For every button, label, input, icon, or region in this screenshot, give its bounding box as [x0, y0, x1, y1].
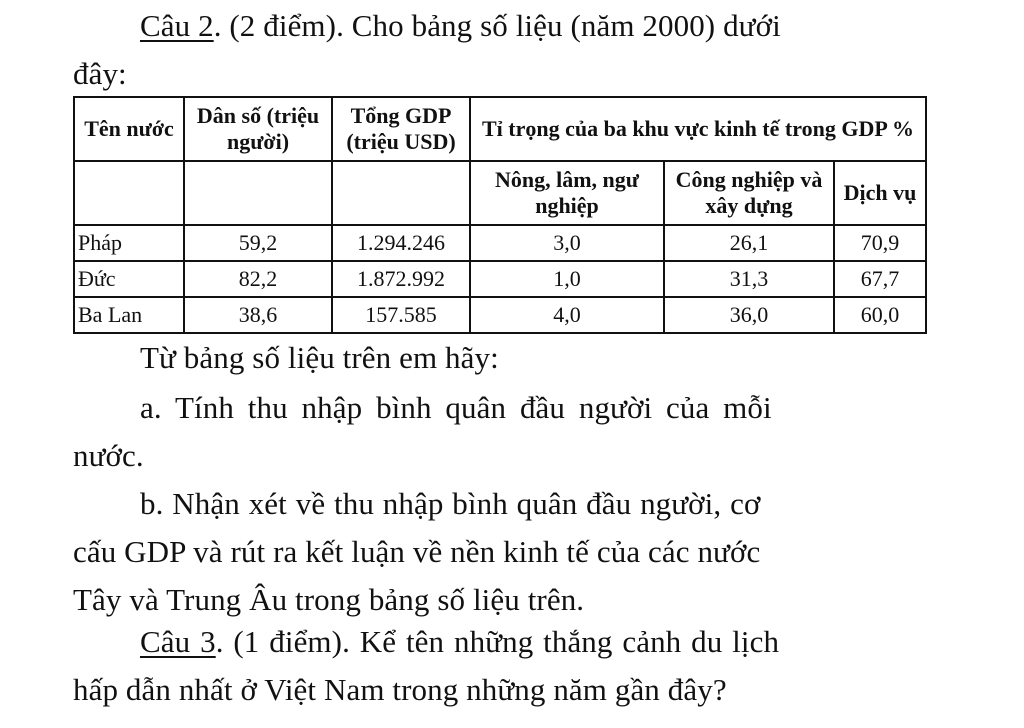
cell-service: 70,9: [834, 225, 926, 261]
header-empty-2: [184, 161, 332, 225]
cell-gdp: 1.872.992: [332, 261, 470, 297]
cell-population: 82,2: [184, 261, 332, 297]
cell-gdp: 1.294.246: [332, 225, 470, 261]
table-row: [74, 297, 926, 333]
cell-country: Ba Lan: [74, 297, 184, 333]
cell-country: Pháp: [74, 225, 184, 261]
part-b-line-3: Tây và Trung Âu trong bảng số liệu trên.: [73, 582, 585, 617]
header-country: Tên nước: [74, 97, 184, 161]
cell-agri: 1,0: [470, 261, 664, 297]
header-service: Dịch vụ: [834, 161, 926, 225]
part-b-line-2: cấu GDP và rút ra kết luận về nền kinh tế của các nước: [73, 534, 761, 569]
part-a-text: a. Tính thu nhập bình quân đầu người của mỗi: [140, 390, 772, 425]
header-industry: Công nghiệp và xây dựng: [664, 161, 834, 225]
cell-service: 67,7: [834, 261, 926, 297]
cell-industry: 26,1: [664, 225, 834, 261]
header-population: Dân số (triệu người): [184, 97, 332, 161]
cell-industry: 31,3: [664, 261, 834, 297]
question-2-intro: . (2 điểm). Cho bảng số liệu (năm 2000) dưới: [213, 8, 781, 43]
part-a-line-1: [140, 390, 948, 426]
table-header-row-2: [74, 161, 926, 225]
cell-agri: 3,0: [470, 225, 664, 261]
cell-service: 60,0: [834, 297, 926, 333]
table-header-row-1: [74, 97, 926, 161]
question-3-label: Câu 3: [140, 624, 216, 659]
instruction-text: Từ bảng số liệu trên em hãy:: [140, 340, 499, 375]
question-3-heading: [140, 624, 779, 660]
header-empty-3: [332, 161, 470, 225]
data-table: [73, 96, 927, 334]
cell-agri: 4,0: [470, 297, 664, 333]
question-2-intro-end: đây:: [73, 56, 127, 91]
header-share: Tỉ trọng của ba khu vực kinh tế trong GDP %: [470, 97, 926, 161]
cell-country: Đức: [74, 261, 184, 297]
question-2-label: Câu 2: [140, 8, 214, 43]
cell-gdp: 157.585: [332, 297, 470, 333]
cell-population: 38,6: [184, 297, 332, 333]
part-a-line-2: nước.: [73, 438, 144, 473]
cell-population: 59,2: [184, 225, 332, 261]
header-gdp: Tổng GDP (triệu USD): [332, 97, 470, 161]
question-3-line-2: hấp dẫn nhất ở Việt Nam trong những năm gần đây?: [73, 672, 727, 707]
header-empty-1: [74, 161, 184, 225]
question-2-heading: [140, 8, 781, 44]
cell-industry: 36,0: [664, 297, 834, 333]
table-row: [74, 261, 926, 297]
header-agri: Nông, lâm, ngư nghiệp: [470, 161, 664, 225]
table-row: [74, 225, 926, 261]
part-b-line-1: b. Nhận xét về thu nhập bình quân đầu người, cơ: [140, 486, 761, 521]
question-3-line-1: . (1 điểm). Kể tên những thắng cảnh du lịch: [215, 624, 780, 659]
